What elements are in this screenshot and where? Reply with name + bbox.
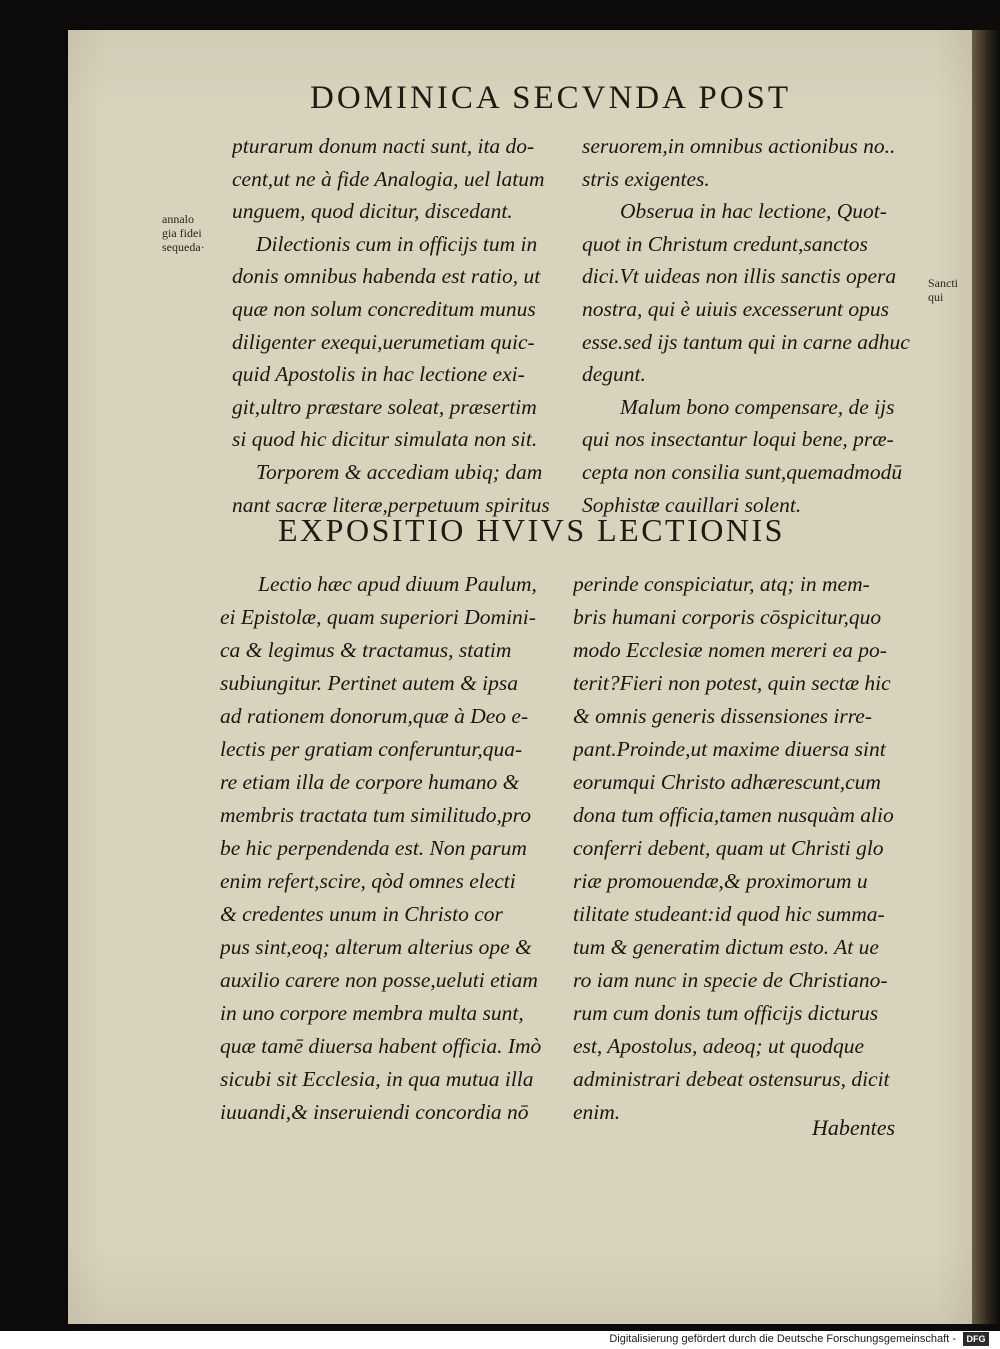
margin-note-line: annalo <box>162 212 194 226</box>
lower-left-column <box>220 568 564 1129</box>
text-line: perinde conspiciatur, atq; in mem- <box>573 572 870 596</box>
text-line: ro iam nunc in specie de Christiano- <box>573 968 888 992</box>
text-line: membris tractata tum similitudo,pro <box>220 803 531 827</box>
text-line: Malum bono compensare, de ijs <box>620 394 895 419</box>
text-line: pturarum donum nacti sunt, ita do- <box>232 134 535 158</box>
section-title: EXPOSITIO HVIVS LECTIONIS <box>278 512 785 548</box>
text-line: unguem, quod dicitur, discedant. <box>232 199 513 224</box>
text-line: re etiam illa de corpore humano & <box>220 770 520 794</box>
text-line: enim. <box>573 1100 621 1124</box>
text-line: stris exigentes. <box>582 166 710 191</box>
text-line: sicubi sit Ecclesia, in qua mutua illa <box>220 1067 534 1091</box>
text-line: rum cum donis tum officijs dicturus <box>573 1001 879 1025</box>
text-line: ad rationem donorum,quæ à Deo e- <box>220 704 529 728</box>
text-line: Dilectionis cum in officijs tum in <box>256 231 538 256</box>
text-line: conferri debent, quam ut Christi glo <box>573 836 884 860</box>
text-line: quid Apostolis in hac lectione exi- <box>232 362 525 387</box>
text-line: quæ non solum concreditum munus <box>232 296 536 321</box>
text-line: enim refert,scire, qòd omnes electi <box>220 869 516 893</box>
text-line: Obserua in hac lectione, Quot- <box>620 199 887 224</box>
text-line: qui nos insectantur loqui bene, præ- <box>582 427 894 452</box>
text-line: dici.Vt uideas non illis sanctis opera <box>582 264 897 289</box>
left-margin-note <box>162 212 232 254</box>
margin-note-line: gia fidei <box>162 226 202 240</box>
text-line: est, Apostolus, adeoq; ut quodque <box>573 1034 865 1058</box>
text-line: in uno corpore membra multa sunt, <box>220 1001 524 1025</box>
running-head: DOMINICA SECVNDA POST <box>310 80 792 116</box>
text-line: Lectio hæc apud diuum Paulum, <box>258 572 537 596</box>
text-line: nant sacræ literæ,perpetuum spiritus <box>232 492 550 517</box>
upper-left-column <box>232 130 564 521</box>
funding-credit: Digitalisierung gefördert durch die Deutsche Forschungsgemeinschaft - <box>609 1333 956 1345</box>
text-line: riæ promouendæ,& proximorum u <box>573 869 868 893</box>
text-line: pus sint,eoq; alterum alterius ope & <box>220 935 532 959</box>
text-line: cent,ut ne à fide Analogia, uel latum <box>232 166 545 191</box>
text-line: tilitate studeant:id quod hic summa- <box>573 902 885 926</box>
text-line: lectis per gratiam conferuntur,qua- <box>220 737 523 761</box>
text-line: Sophistæ cauillari solent. <box>582 492 802 517</box>
text-line: si quod hic dicitur simulata non sit. <box>232 427 538 452</box>
text-line: pant.Proinde,ut maxime diuersa sint <box>573 737 886 761</box>
text-line: ei Epistolæ, quam superiori Domini- <box>220 605 536 629</box>
page-edge <box>972 30 1000 1324</box>
margin-note-line: sequeda· <box>162 240 205 254</box>
text-line: & omnis generis dissensiones irre- <box>573 704 872 728</box>
text-line: subiungitur. Pertinet autem & ipsa <box>220 671 519 695</box>
catchword: Habentes <box>812 1115 896 1140</box>
text-line: quot in Christum credunt,sanctos <box>582 231 868 256</box>
text-line: dona tum officia,tamen nusquàm alio <box>573 803 894 827</box>
text-line: auxilio carere non posse,ueluti etiam <box>220 968 538 992</box>
margin-note-line: Sancti <box>928 276 958 290</box>
text-line: quæ tamē diuersa habent officia. Imò <box>220 1034 542 1058</box>
text-line: bris humani corporis cōspicitur,quo <box>573 605 882 629</box>
text-line: diligenter exequi,uerumetiam quic- <box>232 329 535 354</box>
text-line: degunt. <box>582 362 646 387</box>
text-line: donis omnibus habenda est ratio, ut <box>232 264 541 289</box>
text-line: eorumqui Christo adhærescunt,cum <box>573 770 881 794</box>
text-line: modo Ecclesiæ nomen mereri ea po- <box>573 638 887 662</box>
right-margin-note <box>928 276 968 304</box>
lower-right-column <box>573 568 913 1129</box>
text-line: ca & legimus & tractamus, statim <box>220 638 512 662</box>
text-line: & credentes unum in Christo cor <box>220 902 503 926</box>
text-line: tum & generatim dictum esto. At ue <box>573 935 879 959</box>
text-line: be hic perpendenda est. Non parum <box>220 836 527 860</box>
text-line: iuuandi,& inseruiendi concordia nō <box>220 1100 529 1124</box>
upper-right-column <box>582 130 928 521</box>
text-line: git,ultro præstare soleat, præsertim <box>232 394 537 419</box>
margin-note-line: qui <box>928 290 944 304</box>
text-line: seruorem,in omnibus actionibus no.. <box>582 134 896 158</box>
text-line: esse.sed ijs tantum qui in carne adhuc <box>582 329 910 354</box>
text-line: cepta non consilia sunt,quemadmodū <box>582 459 903 484</box>
text-line: nostra, qui è uiuis excesserunt opus <box>582 296 889 321</box>
text-line: Torporem & accediam ubiq; dam <box>256 459 543 484</box>
text-line: administrari debeat ostensurus, dicit <box>573 1067 890 1091</box>
dfg-logo: DFG <box>963 1332 989 1346</box>
text-line: terit?Fieri non potest, quin sectæ hic <box>573 671 891 695</box>
